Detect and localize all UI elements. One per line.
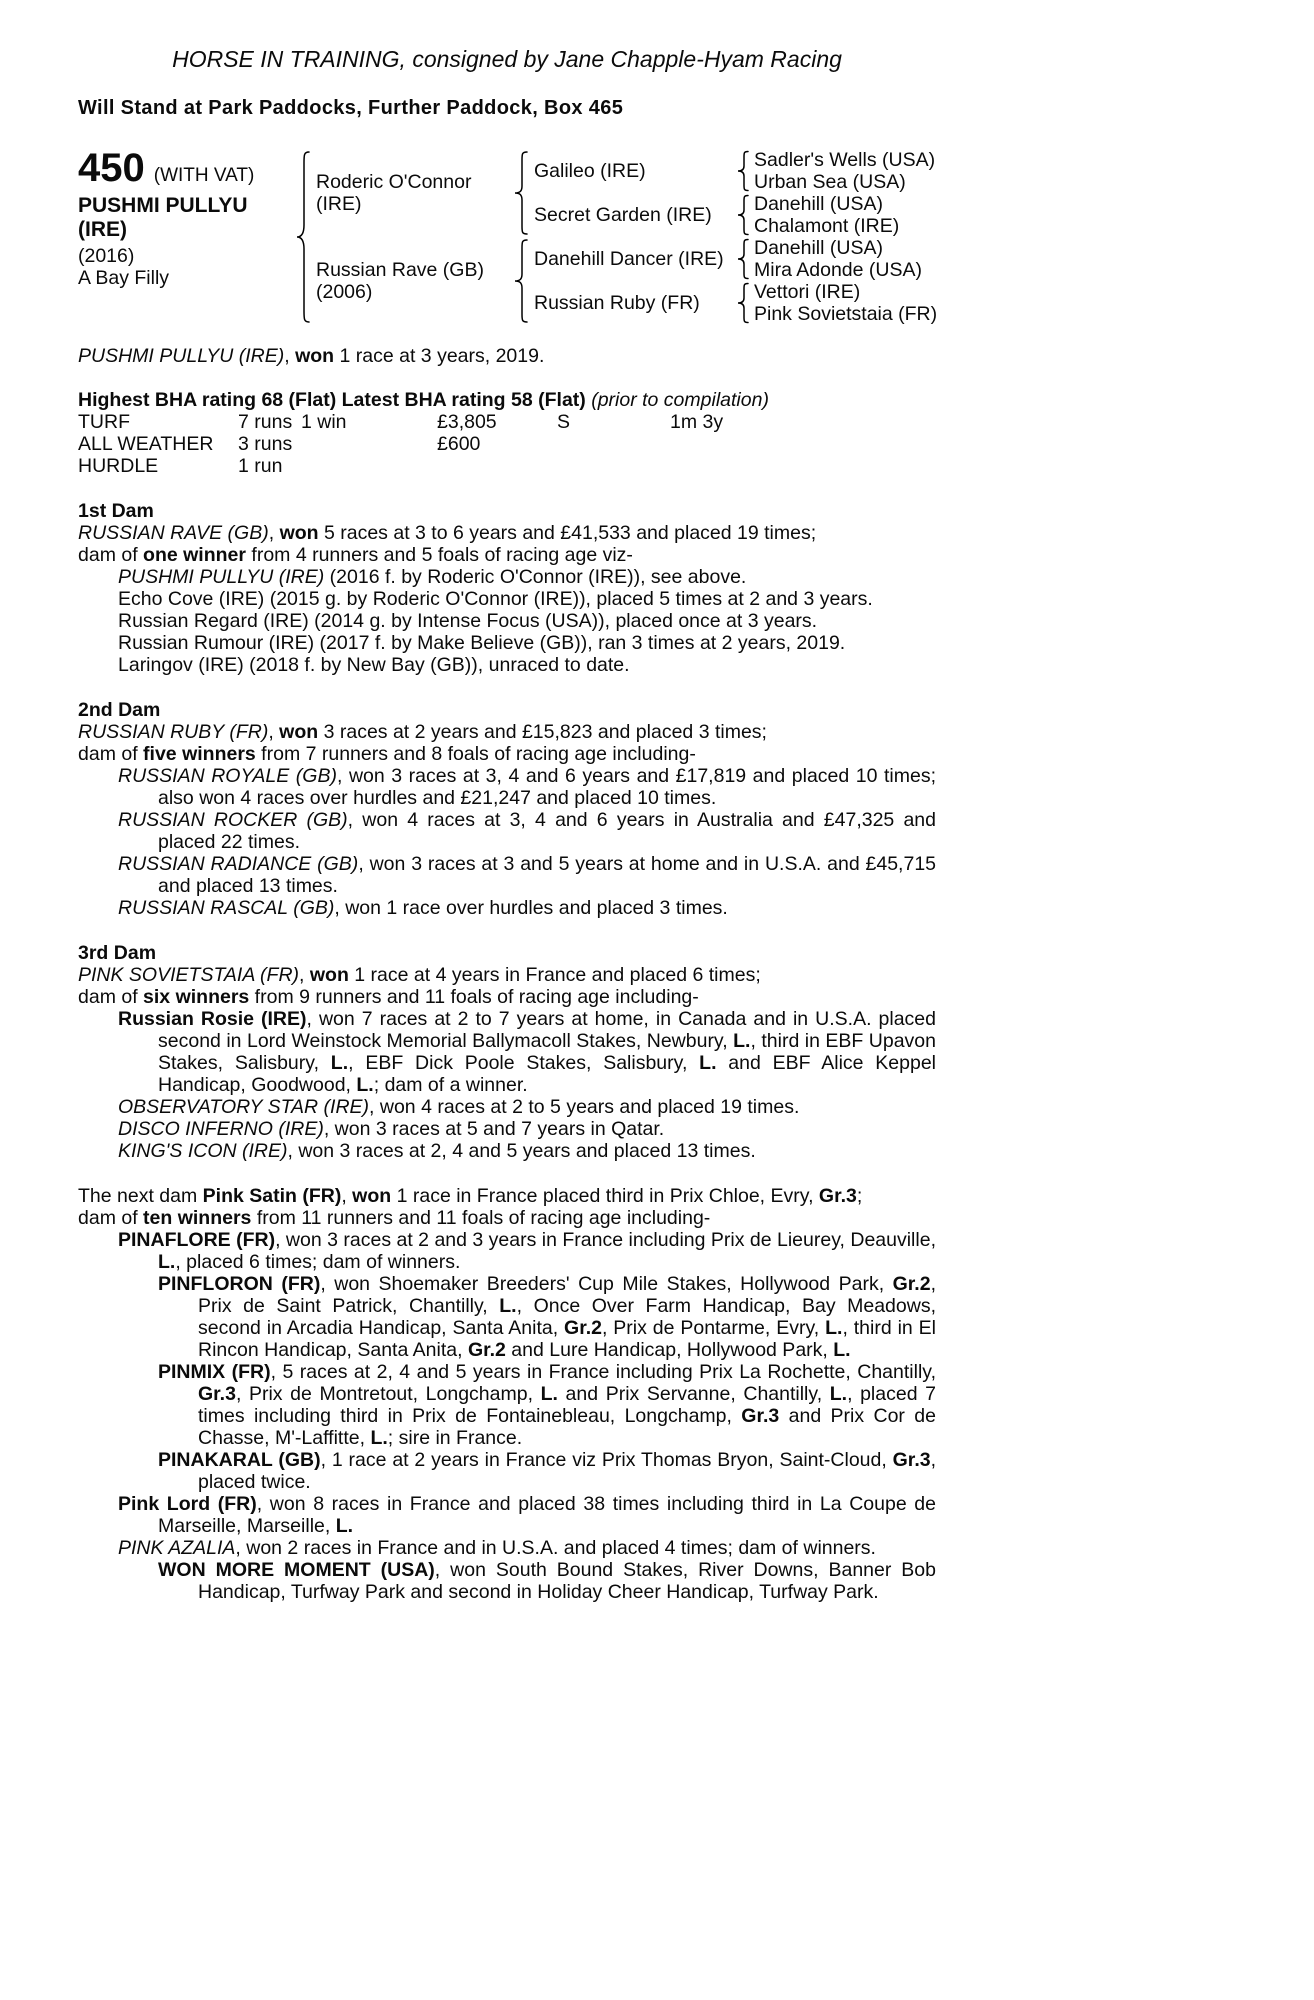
- sire-dam-name: [534, 193, 732, 237]
- text-segment: ;: [856, 1185, 863, 1207]
- text-segment: , won 7 races at 2 to 7 years at home, in Canada and in U.S.A. placed second in Lord Weinstock Memorial Ballymacoll Stakes, Newbury,: [158, 1008, 936, 1052]
- text-segment: from 11 runners and 11 foals of racing age including-: [251, 1207, 711, 1229]
- pedigree-brace-icon: [508, 149, 534, 237]
- produce-entry: [78, 853, 936, 897]
- text-segment: Russian Rosie (IRE): [118, 1008, 307, 1030]
- text-segment: KING'S ICON (IRE): [118, 1140, 288, 1162]
- text-segment: dam of: [78, 986, 144, 1008]
- text-segment: Gr.3: [892, 1449, 931, 1471]
- great-grandparent-name: Vettori (IRE): [754, 281, 861, 303]
- race-record-cell: S: [557, 411, 571, 433]
- text-segment: , third in EBF Upavon Stakes, Salisbury,: [158, 1030, 936, 1074]
- text-segment: , placed 6 times; dam of winners.: [175, 1251, 461, 1273]
- text-segment: RUSSIAN ROCKER (GB): [118, 809, 348, 831]
- text-segment: won: [279, 721, 319, 743]
- produce-entry: [78, 1229, 936, 1273]
- produce-entry: [78, 1449, 936, 1493]
- dam-produce-intro: [78, 986, 936, 1008]
- great-grandparent-name: Danehill (USA): [754, 193, 883, 215]
- pedigree-brace-icon: [732, 193, 754, 237]
- sire-dam-text: Secret Garden (IRE): [534, 204, 712, 226]
- text-segment: Gr.2: [892, 1273, 931, 1295]
- text-segment: , won 3 races at 3, 4 and 6 years and £17,819 and placed 10 times; also won 4 races over hurdles and £21,247 and placed 10 times.: [158, 765, 937, 809]
- text-segment: six winners: [143, 986, 250, 1008]
- dam-sire-name: [534, 237, 732, 281]
- text-segment: , placed twice.: [198, 1449, 937, 1493]
- race-record-cell: 1 run: [238, 455, 283, 477]
- text-segment: , 1 race at 2 years in France viz Prix Thomas Bryon, Saint-Cloud,: [320, 1449, 893, 1471]
- text-segment: , won Shoemaker Breeders' Cup Mile Stakes, Hollywood Park,: [320, 1273, 893, 1295]
- sire-sire-name: [534, 149, 732, 193]
- text-segment: Highest BHA rating 68 (Flat) Latest BHA rating 58 (Flat): [78, 389, 592, 411]
- dam-record-line: [78, 522, 936, 544]
- text-segment: one winner: [143, 544, 246, 566]
- text-segment: DISCO INFERNO (IRE): [118, 1118, 324, 1140]
- text-segment: PINFLORON (FR): [158, 1273, 321, 1295]
- lot-number: 450: [78, 146, 145, 190]
- text-segment: , 5 races at 2, 4 and 5 years in France including Prix La Rochette, Chantilly,: [270, 1361, 936, 1383]
- text-segment: PUSHMI PULLYU (IRE): [78, 345, 285, 367]
- section-1st-dam: [78, 500, 936, 676]
- produce-entry: [78, 1361, 936, 1449]
- lot-number-line: [78, 146, 290, 190]
- lot-block: [78, 146, 290, 325]
- race-record-cell: [557, 455, 670, 477]
- text-segment: ,: [341, 1185, 353, 1207]
- produce-entry: [78, 632, 936, 654]
- section-heading: 1st Dam: [78, 500, 154, 522]
- text-segment: PINK AZALIA: [118, 1537, 236, 1559]
- race-record-cell: £600: [437, 433, 481, 455]
- dam-dam-name: [534, 281, 732, 325]
- text-segment: , won 1 race over hurdles and placed 3 times.: [334, 897, 728, 919]
- race-record-cell: [670, 455, 936, 477]
- text-segment: OBSERVATORY STAR (IRE): [118, 1096, 370, 1118]
- text-segment: Russian Rumour (IRE) (2017 f. by Make Believe (GB)), ran 3 times at 2 years, 2019.: [118, 632, 846, 654]
- text-segment: RUSSIAN ROYALE (GB): [118, 765, 337, 787]
- great-grandparent-name: Pink Sovietstaia (FR): [754, 303, 938, 325]
- text-segment: from 9 runners and 11 foals of racing age including-: [249, 986, 699, 1008]
- great-grandparent-name: Sadler's Wells (USA): [754, 149, 936, 171]
- text-segment: , won 3 races at 2 and 3 years in France including Prix de Lieurey, Deauville,: [275, 1229, 936, 1251]
- race-record-cell: 3 runs: [238, 433, 293, 455]
- text-segment: won: [352, 1185, 392, 1207]
- text-segment: PINAFLORE (FR): [118, 1229, 276, 1251]
- text-segment: L.: [370, 1427, 388, 1449]
- text-segment: dam of: [78, 743, 144, 765]
- race-record-cell: HURDLE: [78, 455, 159, 477]
- text-segment: PINAKARAL (GB): [158, 1449, 321, 1471]
- birth-year: (2016): [78, 245, 135, 267]
- text-segment: L.: [733, 1030, 751, 1052]
- text-segment: PINMIX (FR): [158, 1361, 271, 1383]
- text-segment: , EBF Dick Poole Stakes, Salisbury,: [348, 1052, 700, 1074]
- text-segment: 1 race in France placed third in Prix Chloe, Evry,: [391, 1185, 819, 1207]
- text-segment: ,: [268, 522, 280, 544]
- great-grandparent-name: Chalamont (IRE): [754, 215, 900, 237]
- text-segment: 1 race at 3 years, 2019.: [334, 345, 545, 367]
- pedigree-brace-icon: [508, 237, 534, 325]
- text-segment: , won 8 races in France and placed 38 times including third in La Coupe de Marseille, Marseille,: [158, 1493, 936, 1537]
- section-next-dam: [78, 1185, 936, 1603]
- text-segment: won: [279, 522, 319, 544]
- race-record-cell: [670, 433, 936, 455]
- text-segment: L.: [825, 1317, 843, 1339]
- text-segment: 5 races at 3 to 6 years and £41,533 and placed 19 times;: [318, 522, 817, 544]
- pedigree-chart: [78, 146, 938, 325]
- dam-produce-intro: [78, 743, 936, 765]
- race-record-cell: [301, 433, 437, 455]
- text-segment: Gr.3: [818, 1185, 857, 1207]
- text-segment: WON MORE MOMENT (USA): [158, 1559, 435, 1581]
- produce-entry: [78, 654, 936, 676]
- text-segment: ; dam of a winner.: [373, 1074, 528, 1096]
- produce-entry: [78, 1008, 936, 1096]
- great-grandparent-name: Danehill (USA): [754, 237, 883, 259]
- text-segment: 1 race at 4 years in France and placed 6 times;: [348, 964, 761, 986]
- text-segment: RUSSIAN RUBY (FR): [78, 721, 269, 743]
- text-segment: RUSSIAN RASCAL (GB): [118, 897, 335, 919]
- race-summary: [78, 345, 936, 367]
- text-segment: L.: [829, 1383, 848, 1405]
- text-segment: and Prix Cor de Chasse, M'-Laffitte,: [198, 1405, 936, 1449]
- section-3rd-dam: [78, 942, 936, 1162]
- section-heading: 2nd Dam: [78, 699, 161, 721]
- text-segment: ,: [299, 964, 310, 986]
- text-segment: RUSSIAN RAVE (GB): [78, 522, 269, 544]
- catalog-page: [78, 0, 936, 1603]
- text-segment: , Prix de Saint Patrick, Chantilly,: [198, 1273, 936, 1317]
- text-segment: , won South Bound Stakes, River Downs, Banner Bob Handicap, Turfway Park and second in Holiday Cheer Handicap, Turfway Park.: [198, 1559, 936, 1603]
- produce-entry: [78, 1096, 936, 1118]
- produce-entry: [78, 1140, 936, 1162]
- text-segment: Pink Satin (FR): [202, 1185, 342, 1207]
- text-segment: L.: [330, 1052, 349, 1074]
- produce-entry: [78, 809, 936, 853]
- text-segment: Gr.2: [564, 1317, 602, 1339]
- sire-name-text: Roderic O'Connor (IRE): [316, 171, 472, 215]
- sire-sire-text: Galileo (IRE): [534, 160, 646, 182]
- text-segment: from 7 runners and 8 foals of racing age including-: [255, 743, 696, 765]
- race-record-cell: 1m 3y: [670, 411, 724, 433]
- race-record-cell: [557, 433, 670, 455]
- race-record-table: [78, 411, 936, 477]
- text-segment: , Prix de Pontarme, Evry,: [601, 1317, 826, 1339]
- text-segment: Russian Regard (IRE) (2014 g. by Intense Focus (USA)), placed once at 3 years.: [118, 610, 818, 632]
- dam-record-line: [78, 721, 936, 743]
- stand-location: Will Stand at Park Paddocks, Further Paddock, Box 465: [78, 97, 624, 119]
- text-segment: ten winners: [143, 1207, 252, 1229]
- produce-entry: [78, 566, 936, 588]
- text-segment: from 4 runners and 5 foals of racing age viz-: [245, 544, 633, 566]
- race-record-cell: [437, 455, 557, 477]
- dam-produce-intro: [78, 1207, 936, 1229]
- text-segment: won: [295, 345, 335, 367]
- text-segment: , won 4 races at 2 to 5 years and placed 19 times.: [369, 1096, 800, 1118]
- produce-entry: [78, 1493, 936, 1537]
- text-segment: and EBF Alice Keppel Handicap, Goodwood,: [158, 1052, 936, 1096]
- pedigree-brace-icon: [732, 149, 754, 193]
- section-2nd-dam: [78, 699, 936, 919]
- text-segment: PINK SOVIETSTAIA (FR): [78, 964, 300, 986]
- dam-record-line: [78, 1185, 936, 1207]
- text-segment: (prior to compilation): [591, 389, 769, 411]
- text-segment: Gr.2: [467, 1339, 506, 1361]
- text-segment: ,: [284, 345, 296, 367]
- produce-entry: [78, 1537, 936, 1559]
- pedigree-brace-icon: [290, 149, 316, 325]
- great-grandparent-name: Urban Sea (USA): [754, 171, 906, 193]
- great-grandparent-name: Mira Adonde (USA): [754, 259, 922, 281]
- text-segment: , won 4 races at 3, 4 and 6 years in Australia and £47,325 and placed 22 times.: [158, 809, 936, 853]
- race-record-cell: 7 runs: [238, 411, 293, 433]
- text-segment: L.: [699, 1052, 717, 1074]
- text-segment: L.: [540, 1383, 558, 1405]
- horse-name: PUSHMI PULLYU (IRE): [78, 194, 248, 241]
- text-segment: The next dam: [78, 1185, 203, 1207]
- vat-note: (WITH VAT): [153, 165, 255, 186]
- color-sex-description: A Bay Filly: [78, 267, 170, 289]
- text-segment: Laringov (IRE) (2018 f. by New Bay (GB)), unraced to date.: [118, 654, 630, 676]
- sire-name: [316, 149, 508, 237]
- dam-sire-text: Danehill Dancer (IRE): [534, 248, 724, 270]
- text-segment: , won 2 races in France and in U.S.A. and placed 4 times; dam of winners.: [235, 1537, 876, 1559]
- text-segment: Pink Lord (FR): [118, 1493, 257, 1515]
- text-segment: ; sire in France.: [387, 1427, 523, 1449]
- produce-entry: [78, 588, 936, 610]
- dam-name: [316, 237, 508, 325]
- pedigree-brace-icon: [732, 237, 754, 281]
- race-record-cell: £3,805: [437, 411, 497, 433]
- text-segment: Gr.3: [741, 1405, 780, 1427]
- text-segment: Gr.3: [198, 1383, 236, 1405]
- text-segment: ,: [268, 721, 280, 743]
- text-segment: 3 races at 2 years and £15,823 and placed 3 times;: [318, 721, 767, 743]
- text-segment: dam of: [78, 1207, 144, 1229]
- text-segment: , placed 7 times including third in Prix de Fontainebleau, Longchamp,: [198, 1383, 936, 1427]
- text-segment: RUSSIAN RADIANCE (GB): [118, 853, 359, 875]
- dam-record-line: [78, 964, 936, 986]
- text-segment: (2016 f. by Roderic O'Connor (IRE)), see above.: [324, 566, 747, 588]
- page-title: HORSE IN TRAINING, consigned by Jane Chapple-Hyam Racing: [172, 46, 842, 72]
- dam-name-text: Russian Rave (GB) (2006): [316, 259, 484, 303]
- text-segment: , won 3 races at 2, 4 and 5 years and placed 13 times.: [287, 1140, 756, 1162]
- text-segment: L.: [356, 1074, 374, 1096]
- produce-entry: [78, 765, 936, 809]
- text-segment: dam of: [78, 544, 144, 566]
- text-segment: , third in El Rincon Handicap, Santa Anita,: [198, 1317, 936, 1361]
- text-segment: , Prix de Montretout, Longchamp,: [235, 1383, 541, 1405]
- produce-entry: [78, 1559, 936, 1603]
- text-segment: , Once Over Farm Handicap, Bay Meadows, second in Arcadia Handicap, Santa Anita,: [198, 1295, 936, 1339]
- produce-entry: [78, 897, 936, 919]
- produce-entry: [78, 610, 936, 632]
- text-segment: L.: [499, 1295, 517, 1317]
- produce-entry: [78, 1273, 936, 1361]
- text-segment: Echo Cove (IRE) (2015 g. by Roderic O'Connor (IRE)), placed 5 times at 2 and 3 years.: [118, 588, 873, 610]
- bha-rating-line: [78, 389, 936, 411]
- dam-dam-text: Russian Ruby (FR): [534, 292, 700, 314]
- text-segment: L.: [335, 1515, 354, 1537]
- text-segment: , won 3 races at 3 and 5 years at home and in U.S.A. and £45,715 and placed 13 times.: [158, 853, 937, 897]
- race-record-cell: [301, 455, 437, 477]
- race-record-cell: ALL WEATHER: [78, 433, 214, 455]
- text-segment: and Prix Servanne, Chantilly,: [557, 1383, 830, 1405]
- text-segment: five winners: [143, 743, 256, 765]
- dam-produce-intro: [78, 544, 936, 566]
- text-segment: L.: [833, 1339, 851, 1361]
- text-segment: and Lure Handicap, Hollywood Park,: [505, 1339, 834, 1361]
- text-segment: , won 3 races at 5 and 7 years in Qatar.: [323, 1118, 665, 1140]
- pedigree-brace-icon: [732, 281, 754, 325]
- produce-entry: [78, 1118, 936, 1140]
- section-heading: 3rd Dam: [78, 942, 157, 964]
- text-segment: won: [309, 964, 349, 986]
- text-segment: L.: [158, 1251, 176, 1273]
- race-record-cell: 1 win: [301, 411, 347, 433]
- race-record-cell: TURF: [78, 411, 130, 433]
- text-segment: PUSHMI PULLYU (IRE): [118, 566, 325, 588]
